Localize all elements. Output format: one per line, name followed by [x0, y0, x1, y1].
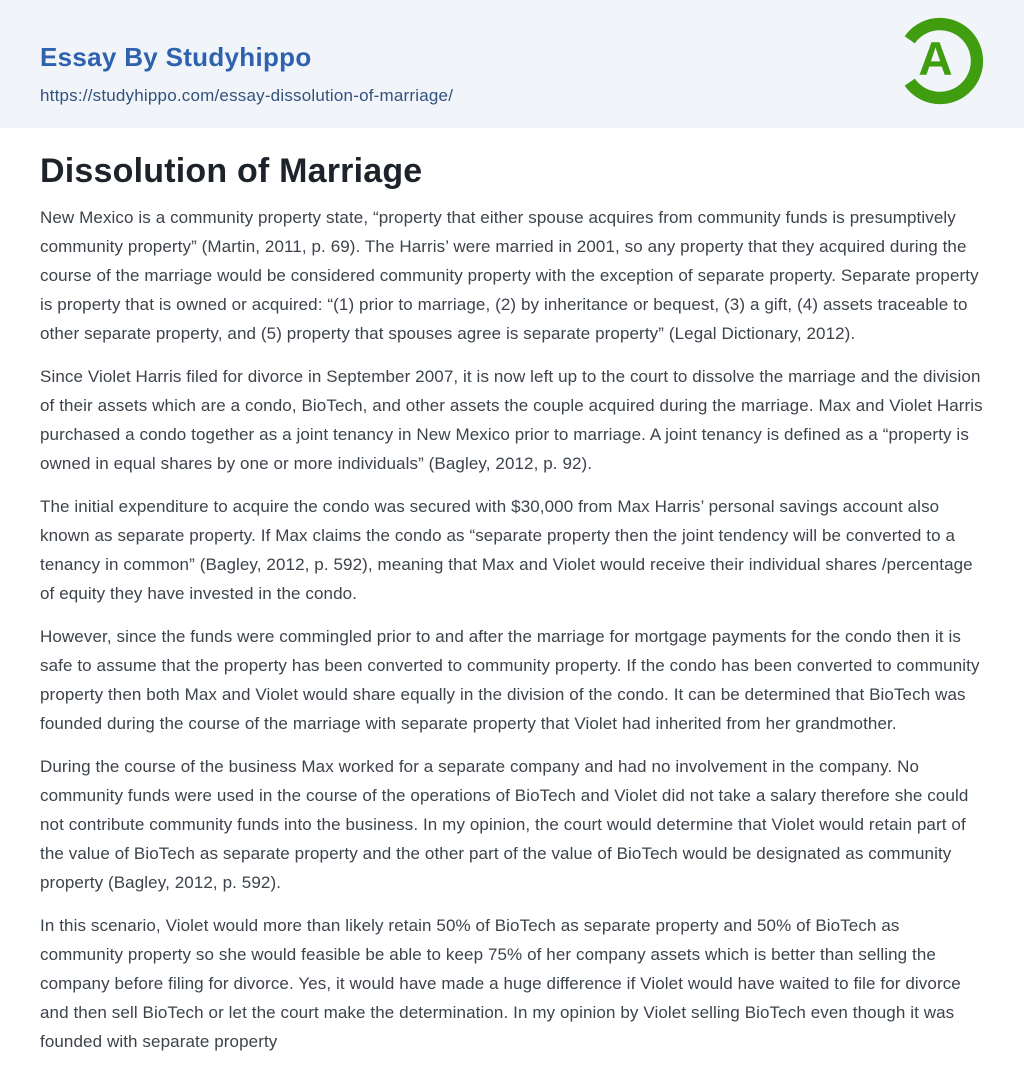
essay-paragraph-3: The initial expenditure to acquire the condo was secured with $30,000 from Max Harris’ personal savings account also known as separate property. If Max claims the condo as “separate property then the joint tendency will be converted to a tenancy in common” (Bagley, 2012, p. 592), meaning that Max and Violet would receive their individual shares /percentage of equity they have invested in the condo. — [40, 497, 973, 603]
essay-paragraph-4: However, since the funds were commingled prior to and after the marriage for mortgage payments for the condo then it is safe to assume that the property has been converted to community property. If the condo has been converted to community property then both Max and Violet would share equally in the division of the condo. It can be determined that BioTech was founded during the course of the marriage with separate property that Violet had inherited from her grandmother. — [40, 627, 980, 733]
essay-paragraph-6: In this scenario, Violet would more than likely retain 50% of BioTech as separate property and 50% of BioTech as community property so she would feasible be able to keep 75% of her company assets which is better than selling the company before filing for divorce. Yes, it would have made a huge difference if Violet would have waited to file for divorce and then sell BioTech or let the court make the determination. In my opinion by Violet selling BioTech even though it was founded with separate property — [40, 916, 961, 1051]
logo-letter: A — [918, 33, 953, 87]
source-url-link[interactable]: https://studyhippo.com/essay-dissolution-of-marriage/ — [40, 86, 454, 105]
header-title: Essay By Studyhippo — [40, 42, 312, 72]
page-header — [0, 0, 1024, 128]
studyhippo-logo-icon — [896, 17, 984, 105]
article — [0, 151, 1024, 1056]
essay-body — [40, 203, 984, 1056]
essay-paragraph-1: New Mexico is a community property state, “property that either spouse acquires from community funds is presumptively community property” (Martin, 2011, p. 69). The Harris’ were married in 2001, so any property that they acquired during the course of the marriage would be considered community property with the exception of separate property. Separate property is property that is owned or acquired: “(1) prior to marriage, (2) by inheritance or bequest, (3) a gift, (4) assets traceable to other separate property, and (5) property that spouses agree is separate property” (Legal Dictionary, 2012). — [40, 208, 979, 343]
essay-paragraph-2: Since Violet Harris filed for divorce in September 2007, it is now left up to the court to dissolve the marriage and the division of their assets which are a condo, BioTech, and other assets the couple acquired during the marriage. Max and Violet Harris purchased a condo together as a joint tenancy in New Mexico prior to marriage. A joint tenancy is defined as a “property is owned in equal shares by one or more individuals” (Bagley, 2012, p. 92). — [40, 367, 983, 473]
article-title: Dissolution of Marriage — [40, 152, 423, 190]
essay-paragraph-5: During the course of the business Max worked for a separate company and had no involvement in the company. No community funds were used in the course of the operations of BioTech and Violet did not take a salary therefore she could not contribute community funds into the business. In my opinion, the court would determine that Violet would retain part of the value of BioTech as separate property and the other part of the value of BioTech would be designated as community property (Bagley, 2012, p. 592). — [40, 757, 969, 892]
